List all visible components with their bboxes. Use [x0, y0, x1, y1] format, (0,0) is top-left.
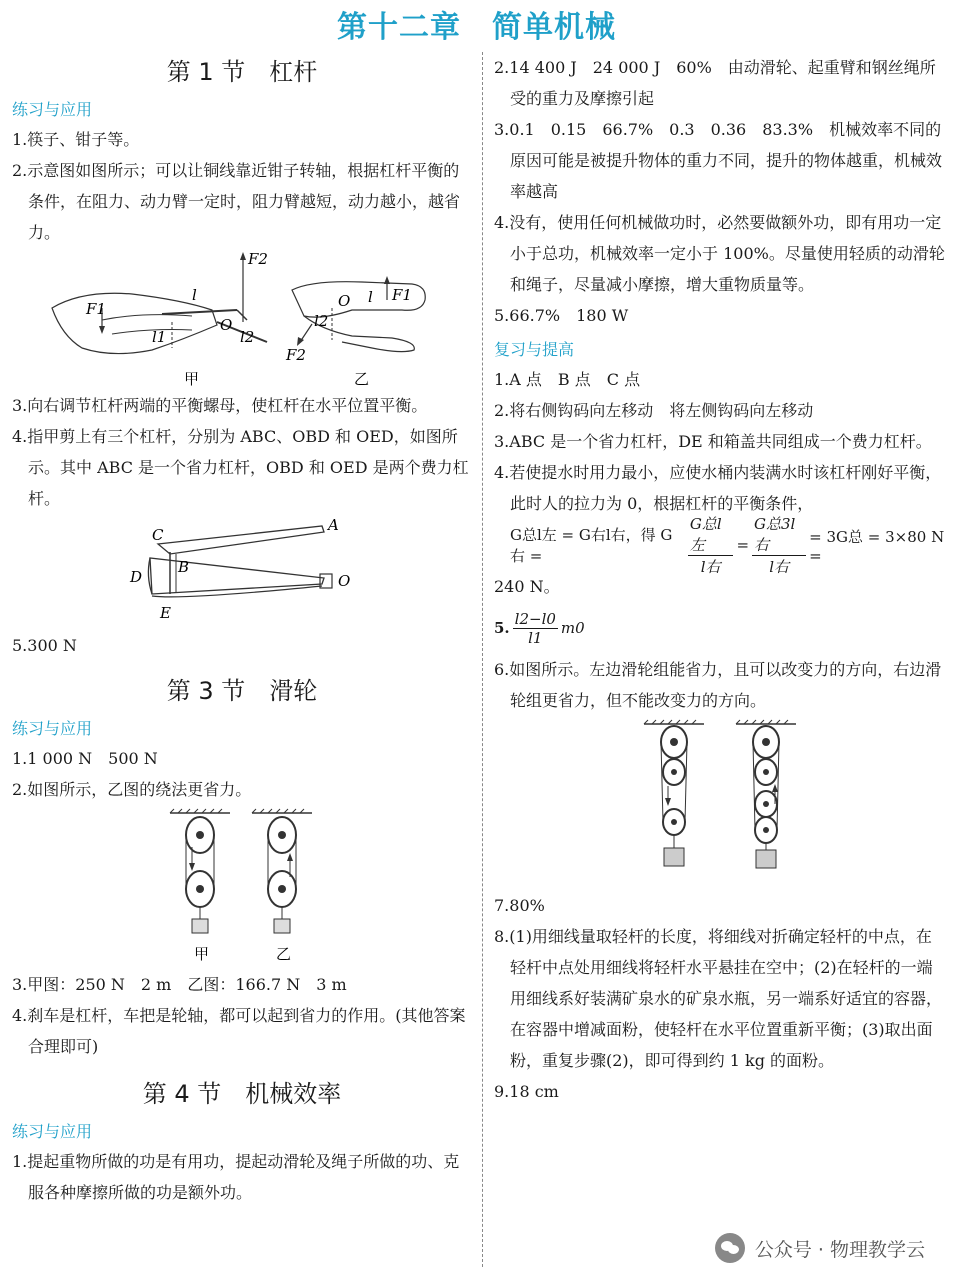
formula4-frac2-num: G总3l右 — [752, 513, 806, 556]
fig1-label-f2: F2 — [248, 250, 268, 268]
review-answer-2: 2.将右侧钩码向左移动 将左侧钩码向左移动 — [494, 401, 814, 420]
fig3-caption-right: 乙 — [276, 945, 292, 963]
formula4-frac2-den: l右 — [769, 558, 789, 576]
formula4-fraction-1 — [688, 513, 734, 577]
s1-answer-2: 2.示意图如图所示；可以让铜线靠近钳子转轴，根据杠杆平衡的条件，在阻力、动力臂一定时，阻力臂越短，动力越小，越省力。 — [12, 161, 461, 242]
s1-answer-1: 1.筷子、钳子等。 — [12, 130, 140, 149]
formula5-den: l1 — [528, 628, 543, 647]
formula4-lhs: G总l左 = G右l右，得 G右 = — [510, 526, 673, 565]
column-divider — [482, 52, 483, 1267]
section-1-title: 第 1 节 杠杆 — [166, 58, 318, 86]
fig1b-label-f1: F1 — [392, 286, 412, 304]
fig1-label-l2: l2 — [240, 328, 255, 346]
review-subheading: 复习与提高 — [494, 340, 575, 359]
review-answer-4-end: 240 N。 — [494, 577, 560, 596]
review-answer-7: 7.80% — [494, 896, 545, 915]
review-answer-1: 1.A 点 B 点 C 点 — [494, 370, 641, 389]
review-answer-5 — [494, 602, 946, 654]
s3-answer-4: 4.刹车是杠杆，车把是轮轴，都可以起到省力的作用。(其他答案合理即可) — [12, 1006, 466, 1056]
fig2-label-d: D — [130, 568, 143, 586]
watermark-text: 公众号 · 物理教学云 — [754, 1238, 925, 1261]
fig1-label-f1: F1 — [86, 300, 106, 318]
s1-answer-5: 5.300 N — [12, 636, 77, 655]
s3-answer-2: 2.如图所示，乙图的绕法更省力。 — [12, 780, 252, 799]
review-answer-3: 3.ABC 是一个省力杠杆，DE 和箱盖共同组成一个费力杠杆。 — [494, 432, 932, 451]
formula4-fraction-2 — [752, 513, 806, 577]
formula4-frac1-den: l右 — [700, 558, 721, 576]
fig2-label-e: E — [160, 604, 171, 622]
review-answer-4: 4.若使提水时用力最小，应使水桶内装满水时该杠杆刚好平衡，此时人的拉力为 0，根据杠杆的平衡条件， — [494, 463, 942, 513]
section-3-subheading: 练习与应用 — [12, 719, 93, 738]
formula5-num: l2−l0 — [514, 609, 556, 628]
s4-answer-2: 2.14 400 J 24 000 J 60% 由动滑轮、起重臂和钢丝绳所受的重力及摩擦引起 — [494, 58, 936, 108]
fig1b-label-o: O — [338, 292, 351, 310]
s3-answer-3: 3.甲图：250 N 2 m 乙图：166.7 N 3 m — [12, 975, 347, 994]
formula4-eq: = — [736, 536, 750, 554]
fig2-label-o: O — [338, 572, 351, 590]
formula5-fraction — [513, 610, 558, 647]
review-4-formula — [494, 515, 946, 576]
left-column — [12, 52, 472, 1208]
pulley-group-left — [644, 720, 704, 866]
fig1b-label-l2: l2 — [314, 312, 329, 330]
pulley-figure-s3 — [152, 807, 332, 967]
s4-answer-4: 4.没有，使用任何机械做功时，必然要做额外功，即有用功一定小于总功，机械效率一定小于 100%。尽量使用轻质的动滑轮和绳子，尽量减小摩擦，增大重物质量等。 — [494, 213, 945, 294]
s1-answer-4: 4.指甲剪上有三个杠杆，分别为 ABC、OBD 和 OED，如图所示。其中 ABC 是一个省力杠杆，OBD 和 OED 是两个费力杠杆。 — [12, 427, 469, 508]
fig3-caption-left: 甲 — [194, 945, 210, 963]
pulley-figure-review — [630, 718, 810, 888]
review-5-number: 5. — [494, 619, 510, 637]
chapter-title: 第十二章 简单机械 — [337, 10, 616, 45]
watermark — [715, 1233, 925, 1263]
s4-answer-3: 3.0.1 0.15 66.7% 0.3 0.36 83.3% 机械效率不同的原因可能是被提升物体的重力不同，提升的物体越重，机械效率越高 — [494, 120, 943, 201]
fig2-label-c: C — [152, 526, 164, 544]
wechat-icon — [715, 1233, 745, 1263]
s1-answer-3: 3.向右调节杠杆两端的平衡螺母，使杠杆在水平位置平衡。 — [12, 396, 428, 415]
fig1-caption-right: 乙 — [354, 370, 370, 388]
fig1-label-l: l — [192, 286, 197, 304]
formula5-tail: m0 — [560, 619, 585, 637]
section-4-subheading: 练习与应用 — [12, 1122, 93, 1141]
review-answer-9: 9.18 cm — [494, 1082, 559, 1101]
s4-answer-1: 1.提起重物所做的功是有用功，提起动滑轮及绳子所做的功、克服各种摩擦所做的功是额外功。 — [12, 1152, 460, 1202]
s4-answer-5: 5.66.7% 180 W — [494, 306, 629, 325]
formula4-frac1-num: G总l左 — [688, 513, 734, 556]
fig2-label-b: B — [178, 558, 190, 576]
section-3-title: 第 3 节 滑轮 — [166, 677, 318, 705]
pulley-set-a — [170, 809, 230, 963]
fig2-label-a: A — [328, 516, 339, 534]
section-1-subheading: 练习与应用 — [12, 100, 93, 119]
fig1-label-o: O — [220, 316, 233, 334]
fig1b-label-l: l — [368, 288, 373, 306]
fig1-label-l1: l1 — [152, 328, 167, 346]
right-column — [494, 52, 946, 1107]
s3-answer-1: 1.1 000 N 500 N — [12, 749, 158, 768]
fig1b-label-f2: F2 — [286, 346, 306, 364]
fig1-caption-left: 甲 — [184, 370, 200, 388]
review-answer-6: 6.如图所示。左边滑轮组能省力，且可以改变力的方向，右边滑轮组更省力，但不能改变力的方向。 — [494, 660, 942, 710]
pulley-group-right — [736, 720, 796, 868]
pulley-set-b — [252, 809, 312, 963]
review-answer-8: 8.(1)用细线量取轻杆的长度，将细线对折确定轻杆的中点，在轻杆中点处用细线将轻杆水平悬挂在空中；(2)在轻杆的一端用细线系好装满矿泉水的矿泉水瓶，另一端系好适宜的容器，在容器中增减面粉，使轻杆在水平位置重新平衡；(3)取出面粉，重复步骤(2)，即可得到约 1 kg 的面粉。 — [494, 927, 943, 1070]
pliers-figure — [42, 250, 442, 388]
nail-clipper-figure — [122, 516, 362, 628]
section-4-title: 第 4 节 机械效率 — [142, 1080, 342, 1108]
formula4-rhs: = 3G总 = 3×80 N = — [809, 527, 945, 565]
